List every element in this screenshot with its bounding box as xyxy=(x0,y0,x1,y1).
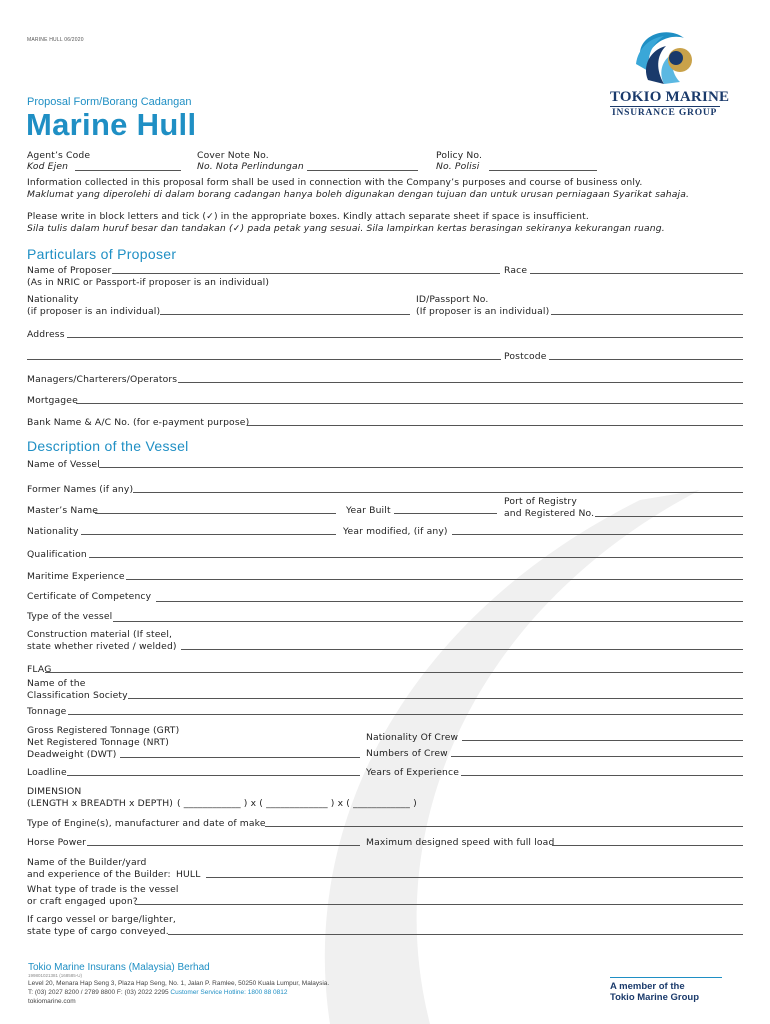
bank-label: Bank Name & A/C No. (for e-payment purpose) xyxy=(27,417,250,428)
construction-field[interactable] xyxy=(181,649,743,650)
certificate-label: Certificate of Competency xyxy=(27,591,152,602)
footer-member-line-2: Tokio Marine Group xyxy=(610,992,700,1003)
footer-reg-no: 199801021381 (168585-U) xyxy=(28,973,83,978)
dimension-field[interactable]: ( ____________ ) x ( _____________ ) x ( ____________ ) xyxy=(177,798,417,809)
year-modified-label: Year modified, (if any) xyxy=(343,526,448,537)
agent-code-label: Agent’s Code xyxy=(27,150,91,161)
race-field[interactable] xyxy=(530,273,743,274)
footer-address: Level 20, Menara Hap Seng 3, Plaza Hap Seng, No. 1, Jalan P. Ramlee, 50250 Kuala Lumpur, Malaysia. xyxy=(28,980,330,987)
logo-wordmark: TOKIO MARINE xyxy=(610,89,730,105)
number-crew-field[interactable] xyxy=(451,756,743,757)
cover-note-field[interactable] xyxy=(307,170,418,171)
former-names-label: Former Names (if any) xyxy=(27,484,134,495)
tonnage-figures-field[interactable] xyxy=(120,757,360,758)
nrt-label: Net Registered Tonnage (NRT) xyxy=(27,737,169,748)
footer-company-name: Tokio Marine Insurans (Malaysia) Berhad xyxy=(28,962,210,973)
mortgagee-field[interactable] xyxy=(76,403,743,404)
instruction-text-my: Sila tulis dalam huruf besar dan tandakan (✓) pada petak yang sesuai. Sila lampirkan kertas berasingan sekiranya kekurangan ruang. xyxy=(27,223,665,234)
race-label: Race xyxy=(504,265,528,276)
id-passport-label: ID/Passport No. xyxy=(416,294,489,305)
nationality-label: Nationality xyxy=(27,294,79,305)
port-registry-label-2: and Registered No. xyxy=(504,508,595,519)
logo-subtext: INSURANCE GROUP xyxy=(612,108,718,118)
engine-label: Type of Engine(s), manufacturer and date of make xyxy=(27,818,266,829)
policy-no-field[interactable] xyxy=(489,170,597,171)
cargo-label-1: If cargo vessel or barge/lighter, xyxy=(27,914,176,925)
number-crew-label: Numbers of Crew xyxy=(366,748,448,759)
nationality-crew-label: Nationality Of Crew xyxy=(366,732,459,743)
type-vessel-label: Type of the vessel xyxy=(27,611,113,622)
postcode-field[interactable] xyxy=(549,359,743,360)
id-passport-note: (If proposer is an individual) xyxy=(416,306,550,317)
builder-label-1: Name of the Builder/yard xyxy=(27,857,147,868)
flag-label: FLAG xyxy=(27,664,52,675)
port-registry-label-1: Port of Registry xyxy=(504,496,577,507)
builder-field[interactable] xyxy=(206,877,743,878)
proposer-name-field[interactable] xyxy=(112,273,500,274)
agent-code-label-my: Kod Ejen xyxy=(27,161,69,172)
tonnage-label: Tonnage xyxy=(27,706,67,717)
id-passport-field[interactable] xyxy=(551,314,743,315)
vessel-nationality-field[interactable] xyxy=(81,534,336,535)
engine-field[interactable] xyxy=(265,826,743,827)
trade-field[interactable] xyxy=(135,904,743,905)
loadline-field[interactable] xyxy=(67,775,360,776)
construction-label-2: state whether riveted / welded) xyxy=(27,641,177,652)
cover-note-label: Cover Note No. xyxy=(197,150,269,161)
proposer-name-label: Name of Proposer xyxy=(27,265,112,276)
maritime-experience-label: Maritime Experience xyxy=(27,571,125,582)
former-names-field[interactable] xyxy=(133,492,743,493)
section-heading-vessel: Description of the Vessel xyxy=(27,438,189,454)
dwt-label: Deadweight (DWT) xyxy=(27,749,117,760)
info-text-en: Information collected in this proposal form shall be used in connection with the Company’s purposes and course of business only. xyxy=(27,177,643,188)
managers-label: Managers/Charterers/Operators xyxy=(27,374,178,385)
tonnage-field[interactable] xyxy=(68,714,743,715)
type-vessel-field[interactable] xyxy=(113,621,743,622)
logo-divider xyxy=(610,106,720,107)
trade-label-1: What type of trade is the vessel xyxy=(27,884,179,895)
instruction-text-en: Please write in block letters and tick (✓) in the appropriate boxes. Kindly attach separate sheet if space is insufficient. xyxy=(27,211,589,222)
dimension-label-1: DIMENSION xyxy=(27,786,82,797)
builder-label-2: and experience of the Builder: xyxy=(27,869,171,880)
footer-website[interactable]: tokiomarine.com xyxy=(28,998,76,1005)
certificate-field[interactable] xyxy=(156,601,743,602)
vessel-nationality-label: Nationality xyxy=(27,526,79,537)
proposer-name-note: (As in NRIC or Passport-if proposer is an individual) xyxy=(27,277,270,288)
construction-label-1: Construction material (If steel, xyxy=(27,629,173,640)
form-subtitle: Proposal Form/Borang Cadangan xyxy=(27,96,192,108)
page-title: Marine Hull xyxy=(26,107,197,142)
vessel-name-label: Name of Vessel xyxy=(27,459,100,470)
footer-member-rule xyxy=(610,977,722,978)
address-field-line-2[interactable] xyxy=(27,359,501,360)
grt-label: Gross Registered Tonnage (GRT) xyxy=(27,725,180,736)
dimension-label-2: (LENGTH x BREADTH x DEPTH) xyxy=(27,798,174,809)
cargo-field[interactable] xyxy=(168,934,743,935)
nationality-crew-field[interactable] xyxy=(462,740,743,741)
port-registry-field[interactable] xyxy=(595,516,743,517)
policy-no-label: Policy No. xyxy=(436,150,483,161)
class-society-label-1: Name of the xyxy=(27,678,86,689)
class-society-field[interactable] xyxy=(128,698,743,699)
year-modified-field[interactable] xyxy=(452,534,743,535)
form-code: MARINE HULL 06/2020 xyxy=(27,37,84,43)
vessel-name-field[interactable] xyxy=(99,467,743,468)
postcode-label: Postcode xyxy=(504,351,547,362)
cover-note-label-my: No. Nota Perlindungan xyxy=(197,161,304,172)
footer-fax: F: (03) 2022 2295 xyxy=(116,989,169,996)
section-heading-proposer: Particulars of Proposer xyxy=(27,246,177,262)
year-built-label: Year Built xyxy=(346,505,391,516)
horse-power-label: Horse Power xyxy=(27,837,87,848)
tokio-marine-logo-icon xyxy=(628,22,700,94)
policy-no-label-my: No. Polisi xyxy=(436,161,480,172)
years-experience-field[interactable] xyxy=(461,775,743,776)
maritime-experience-field[interactable] xyxy=(126,579,743,580)
qualification-label: Qualification xyxy=(27,549,87,560)
bank-field[interactable] xyxy=(247,425,743,426)
builder-hull-label: HULL xyxy=(176,869,201,880)
footer-member-line-1: A member of the xyxy=(610,981,685,992)
horse-power-field[interactable] xyxy=(87,845,360,846)
footer-tel: T: (03) 2027 8200 / 2789 8800 xyxy=(28,989,116,996)
years-experience-label: Years of Experience xyxy=(366,767,460,778)
year-built-field[interactable] xyxy=(394,513,497,514)
agent-code-field[interactable] xyxy=(75,170,181,171)
info-text-my: Maklumat yang diperolehi di dalam borang cadangan hanya boleh digunakan dengan tujuan dan untuk urusan perniagaan Syarikat sahaja. xyxy=(27,189,690,200)
loadline-label: Loadline xyxy=(27,767,67,778)
flag-field[interactable] xyxy=(45,672,743,673)
max-speed-field[interactable] xyxy=(552,845,743,846)
nationality-note: (if proposer is an individual) xyxy=(27,306,161,317)
managers-field[interactable] xyxy=(178,382,743,383)
max-speed-label: Maximum designed speed with full load xyxy=(366,837,555,848)
masters-name-label: Master’s Name xyxy=(27,505,99,516)
nationality-field[interactable] xyxy=(160,314,410,315)
footer-contacts xyxy=(28,989,288,996)
address-label: Address xyxy=(27,329,65,340)
class-society-label-2: Classification Society xyxy=(27,690,128,701)
masters-name-field[interactable] xyxy=(95,513,336,514)
address-field-line-1[interactable] xyxy=(67,337,743,338)
footer-hotline: Customer Service Hotline: 1800 88 0812 xyxy=(170,989,288,996)
trade-label-2: or craft engaged upon? xyxy=(27,896,138,907)
mortgagee-label: Mortgagee xyxy=(27,395,78,406)
cargo-label-2: state type of cargo conveyed. xyxy=(27,926,169,937)
qualification-field[interactable] xyxy=(89,557,743,558)
